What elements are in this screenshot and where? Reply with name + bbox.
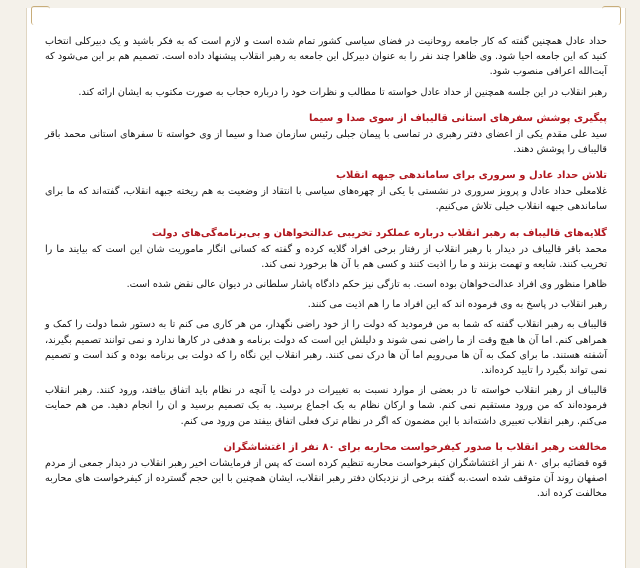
article-body [45, 34, 607, 506]
section-3-paragraph-4: قالیباف به رهبر انقلاب گفته که شما به من فرمودید که دولت را از خود راضی نگهدار، من هر کاری می کنم تا به دستور شما دولت را کمک و همراهی کنم. اما آن ها هیچ وقت از ما راضی نمی شوند و دلیلش این است که دولت برنامه و هدفی در کارها ندارد و نمی توانند تصمیم بگیرند، آشفته هستند. ما برای کمک به آن ها می‌رویم اما آن ها درک نمی کنند. رهبر انقلاب این نگاه را که دولت بی برنامه بوده و کند است و تصمیم نمی تواند بگیرد را تایید کرده‌اند. [45, 319, 607, 377]
corner-ornament-right [602, 6, 621, 25]
section-heading-4: مخالفت رهبر انقلاب با صدور کیفرخواست محاربه برای ۸۰ نفر از اغتشاشگران [223, 441, 607, 453]
section-3-paragraph-3: رهبر انقلاب در پاسخ به وی فرموده اند که این افراد ما را هم اذیت می کنند. [307, 299, 607, 311]
corner-ornament-left [31, 6, 50, 25]
section-1-paragraph: سید علی مقدم یکی از اعضای دفتر رهبری در تماسی با پیمان جبلی رئیس سازمان صدا و سیما از وی خواسته تا سفرهای استانی محمد باقر قالیباف را پوشش دهند. [45, 128, 607, 156]
section-heading-3: گلایه‌های قالیباف به رهبر انقلاب درباره عملکرد تخریبی عدالتخواهان و بی‌برنامه‌گی‌های دولت [151, 227, 607, 239]
section-heading-2: تلاش حداد عادل و سروری برای ساماندهی جبهه انقلاب [335, 170, 607, 182]
section-3-paragraph-5: قالیباف از رهبر انقلاب خواسته تا در بعضی از موارد نسبت به تغییرات در دولت یا آنچه در نظام باید اتفاق بیافتد، ورود کنند. رهبر انقلاب فرموده‌اند که من ورود مستقیم نمی کنم. شما و ارکان نظام به یک اجماع برسید. به یک تصمیم برسید و ان را انجام دهید. من هم حمایت می‌کنم. رهبر انقلاب تعبیری داشته‌اند با این مضمون که اگر در نظام ترک فعلی اتفاق بیفتد من ورود می کنم. [45, 385, 607, 427]
section-heading-1: پیگیری پوشش سفرهای استانی قالیباف از سوی صدا و سیما [308, 112, 607, 124]
section-2-paragraph: غلامعلی حداد عادل و پرویز سروری در نشستی با یکی از چهره‌های سیاسی با انتقاد از وضعیت به هم ریخته جبهه انقلاب، گفته‌اند که ما برای ساماندهی جبهه انقلاب خیلی تلاش می‌کنیم. [45, 186, 607, 213]
intro-paragraph-2: رهبر انقلاب در این جلسه همچنین از حداد عادل خواسته تا مطالب و نظرات خود را درباره حجاب به صورت مکتوب به ایشان ارائه کند. [78, 86, 607, 98]
document-page [26, 8, 626, 568]
intro-paragraph-1: حداد عادل همچنین گفته که کار جامعه روحانیت در فضای سیاسی کشور تمام شده است و لازم است که به فکر باشید و یک دبیرکلی انتخاب کنید که این جامعه احیا شود. وی ظاهرا چند نفر را به عنوان دبیرکل این جامعه به رهبر انقلاب پیشنهاد داده است. تصمیم هم بر این می‌شود که آیت‌الله اعرافی منصوب شود. [45, 36, 607, 78]
section-3-paragraph-2: ظاهرا منظور وی افراد عدالت‌خواهان بوده است. به تازگی نیز حکم دادگاه پاشار سلطانی در دیوان عالی نقض شده است. [126, 279, 607, 291]
section-3-paragraph-1: محمد باقر قالیباف در دیدار با رهبر انقلاب از رفتار برخی افراد گلایه کرده و گفته که کسانی انگار ماموریت شان این است که بیایند ما را تخریب کنند. شایعه و تهمت بزنند و ما را اذیت کنند و کسی هم با آن ها برخورد نمی کند. [45, 243, 607, 270]
section-4-paragraph: قوه قضائیه برای ۸۰ نفر از اغتشاشگران کیفرخواست محاربه تنظیم کرده است که پس از فرمایشات اخیر رهبر انقلاب در دیدار جمعی از مردم اصفهان روند آن متوقف شده است.به گفته برخی از نزدیکان دفتر رهبر انقلاب، ایشان همچنین با این حجم گسترده از کیفرخواست های محاربه مخالفت کرده اند. [45, 457, 607, 500]
